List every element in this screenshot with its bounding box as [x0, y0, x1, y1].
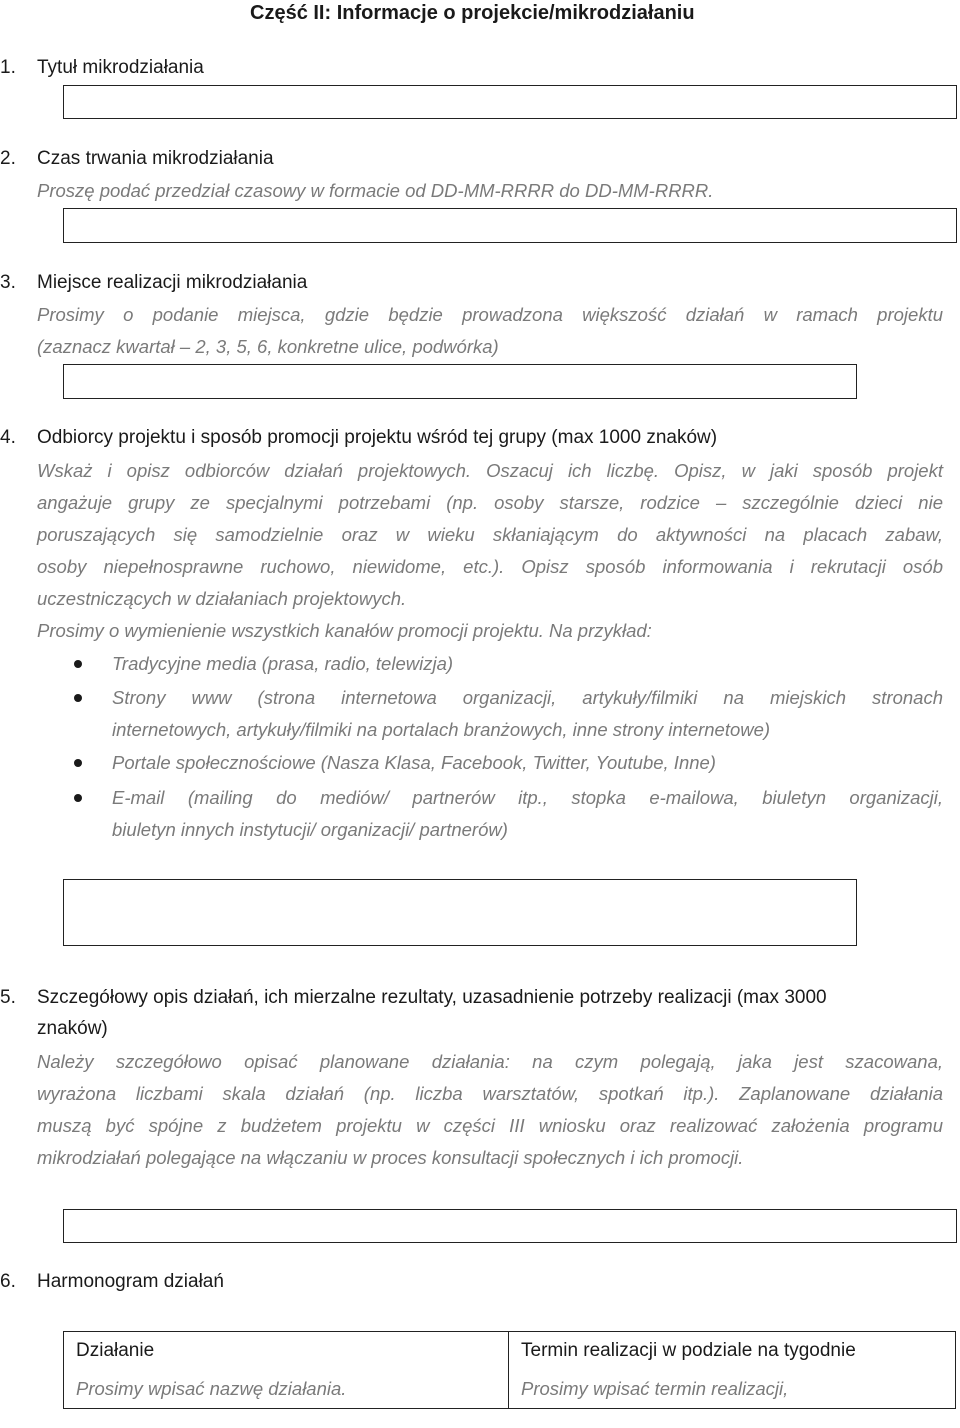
bullet-icon: [74, 759, 82, 767]
bullet-icon: [74, 794, 82, 802]
recipients-input-field[interactable]: [63, 879, 857, 946]
section-title: Odbiorcy projektu i sposób promocji projektu wśród tej grupy (max 1000 znaków): [37, 427, 718, 448]
column-header-activity: Działanie: [64, 1332, 509, 1371]
section-4-hint-line: osoby niepełnosprawne ruchowo, niewidome, etc.). Opisz sposób informowania i rekrutacji osób: [37, 556, 943, 577]
location-input-field[interactable]: [63, 364, 857, 399]
section-number: 3.: [0, 272, 16, 293]
activity-name-cell[interactable]: Prosimy wpisać nazwę działania.: [64, 1370, 509, 1409]
section-number: 5.: [0, 987, 16, 1008]
section-4-hint-line: angażuje grupy ze specjalnymi potrzebami (np. osoby starsze, rodzice – szczególnie dzieci nie: [37, 492, 943, 513]
section-3-hint-line-1: Prosimy o podanie miejsca, gdzie będzie prowadzona większość działań w ramach projektu: [37, 304, 943, 325]
section-5-hint-line: muszą być spójne z budżetem projektu w części III wniosku oraz realizować założenia programu: [37, 1115, 943, 1136]
section-4-hint-line: Wskaż i opisz odbiorców działań projektowych. Oszacuj ich liczbę. Opisz, w jaki sposób projekt: [37, 460, 943, 481]
schedule-table: [63, 1331, 956, 1409]
section-number: 1.: [0, 57, 16, 78]
section-4-hint-line: Prosimy o wymienienie wszystkich kanałów promocji projektu. Na przykład:: [37, 620, 652, 641]
section-5-title-cont: znaków): [37, 1018, 108, 1039]
table-header-row: [64, 1332, 956, 1371]
section-number: 6.: [0, 1271, 16, 1292]
section-5-hint-line: Należy szczegółowo opisać planowane działania: na czym polegają, jaka jest szacowana,: [37, 1051, 943, 1072]
promotion-channel-item: Portale społecznościowe (Nasza Klasa, Facebook, Twitter, Youtube, Inne): [112, 752, 716, 773]
section-number: 2.: [0, 148, 16, 169]
section-2-hint: Proszę podać przedział czasowy w formacie od DD-MM-RRRR do DD-MM-RRRR.: [37, 180, 714, 201]
section-5-hint-line: mikrodziałań polegające na włączaniu w proces konsultacji społecznych i ich promocji.: [37, 1147, 744, 1168]
section-5-hint-line: wyrażona liczbami skala działań (np. liczba warsztatów, spotkań itp.). Zaplanowane działania: [37, 1083, 943, 1104]
promotion-channel-item: Strony www (strona internetowa organizacji, artykuły/filmiki na miejskich stronach: [112, 687, 943, 708]
activity-term-cell[interactable]: Prosimy wpisać termin realizacji,: [509, 1370, 956, 1409]
column-header-term: Termin realizacji w podziale na tygodnie: [509, 1332, 956, 1371]
section-4-hint-line: uczestniczących w działaniach projektowych.: [37, 588, 407, 609]
bullet-icon: [74, 694, 82, 702]
bullet-icon: [74, 660, 82, 668]
section-title: Harmonogram działań: [37, 1271, 224, 1292]
section-number: 4.: [0, 427, 16, 448]
section-title: Czas trwania mikrodziałania: [37, 148, 274, 169]
title-input-field[interactable]: [63, 85, 957, 119]
promotion-channel-item: Tradycyjne media (prasa, radio, telewizja): [112, 653, 454, 674]
section-title: Miejsce realizacji mikrodziałania: [37, 272, 308, 293]
activities-description-input-field[interactable]: [63, 1209, 957, 1243]
section-4-hint-line: poruszających się samodzielnie oraz w wieku skłaniającym do aktywności na placach zabaw,: [37, 524, 943, 545]
promotion-channel-item-cont: internetowych, artykuły/filmiki na portalach branżowych, inne strony internetowe): [112, 719, 771, 740]
duration-input-field[interactable]: [63, 208, 957, 243]
section-title: Tytuł mikrodziałania: [37, 57, 204, 78]
section-title: Szczegółowy opis działań, ich mierzalne rezultaty, uzasadnienie potrzeby realizacji (max 3000: [37, 987, 827, 1008]
promotion-channel-item-cont: biuletyn innych instytucji/ organizacji/ partnerów): [112, 819, 508, 840]
page-title: Część II: Informacje o projekcie/mikrodziałaniu: [250, 2, 695, 24]
section-3-hint-line-2: (zaznacz kwartał – 2, 3, 5, 6, konkretne ulice, podwórka): [37, 336, 499, 357]
promotion-channel-item: E-mail (mailing do mediów/ partnerów itp., stopka e-mailowa, biuletyn organizacji,: [112, 787, 943, 808]
table-row: [64, 1370, 956, 1409]
